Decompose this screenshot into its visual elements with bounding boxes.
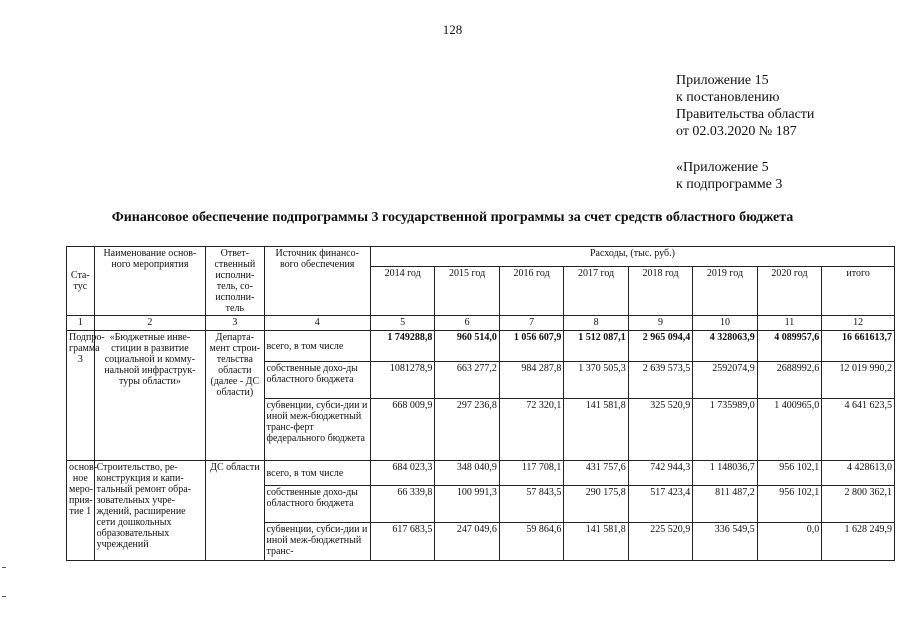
- header-responsible: Ответ-ственный исполни-тель, со-исполни-тель: [206, 247, 264, 316]
- source-cell: всего, в том числе: [264, 461, 370, 486]
- value-cell: 297 236,8: [435, 399, 499, 461]
- annex-line: Приложение 15: [676, 73, 769, 88]
- value-cell: 117 708,1: [499, 461, 563, 486]
- margin-mark: [2, 567, 6, 568]
- value-cell: 2688992,6: [757, 362, 821, 399]
- value-cell: 811 487,2: [693, 486, 757, 523]
- value-cell: 1 056 607,9: [499, 331, 563, 362]
- value-cell: 2592074,9: [693, 362, 757, 399]
- index-cell: 3: [206, 316, 264, 331]
- index-row: [67, 316, 895, 331]
- activity-cell: «Бюджетные инве-стиции в развитие социальной и комму-нальной инфраструк-туры области»: [94, 331, 206, 461]
- annex-line: к подпрограмме 3: [676, 177, 783, 192]
- activity-cell: Строительство, ре-конструкция и капи-тальный ремонт обра-зовательных учре-ждений, расширение сети дошкольных образовательных учреждений: [94, 461, 206, 561]
- responsible-cell: Департа-мент строи-тельства области (далее - ДС области): [206, 331, 264, 461]
- header-row: [67, 247, 895, 267]
- index-cell: 7: [499, 316, 563, 331]
- index-cell: 10: [693, 316, 757, 331]
- value-cell: 617 683,5: [370, 523, 434, 561]
- value-cell: 431 757,6: [564, 461, 628, 486]
- value-cell: 956 102,1: [757, 461, 821, 486]
- index-cell: 5: [370, 316, 434, 331]
- value-cell: 1 400965,0: [757, 399, 821, 461]
- value-cell: 336 549,5: [693, 523, 757, 561]
- value-cell: 2 965 094,4: [628, 331, 692, 362]
- value-cell: 57 843,5: [499, 486, 563, 523]
- index-cell: 4: [264, 316, 370, 331]
- value-cell: 984 287,8: [499, 362, 563, 399]
- value-cell: 100 991,3: [435, 486, 499, 523]
- value-cell: 1 628 249,9: [822, 523, 895, 561]
- value-cell: 956 102,1: [757, 486, 821, 523]
- value-cell: 1 370 505,3: [564, 362, 628, 399]
- value-cell: 663 277,2: [435, 362, 499, 399]
- value-cell: 742 944,3: [628, 461, 692, 486]
- header-year: 2016 год: [499, 267, 563, 316]
- index-cell: 9: [628, 316, 692, 331]
- index-cell: 11: [757, 316, 821, 331]
- index-cell: 6: [435, 316, 499, 331]
- status-cell: основ-ное меро-прия-тие 1: [67, 461, 95, 561]
- value-cell: 1081278,9: [370, 362, 434, 399]
- source-cell: собственные дохо-ды областного бюджета: [264, 362, 370, 399]
- value-cell: 72 320,1: [499, 399, 563, 461]
- value-cell: 66 339,8: [370, 486, 434, 523]
- annex-line: от 02.03.2020 № 187: [676, 124, 797, 139]
- value-cell: 12 019 990,2: [822, 362, 895, 399]
- header-year: 2017 год: [564, 267, 628, 316]
- value-cell: 517 423,4: [628, 486, 692, 523]
- margin-mark: [2, 596, 6, 597]
- value-cell: 4 428613,0: [822, 461, 895, 486]
- index-cell: 1: [67, 316, 95, 331]
- header-year: 2014 год: [370, 267, 434, 316]
- table-row: [67, 331, 895, 362]
- header-year: 2020 год: [757, 267, 821, 316]
- source-cell: субвенции, субси-дии и иной меж-бюджетный транс-: [264, 523, 370, 561]
- value-cell: 1 749288,8: [370, 331, 434, 362]
- index-cell: 2: [94, 316, 206, 331]
- header-year: 2015 год: [435, 267, 499, 316]
- value-cell: 2 639 573,5: [628, 362, 692, 399]
- value-cell: 290 175,8: [564, 486, 628, 523]
- value-cell: 1 512 087,1: [564, 331, 628, 362]
- annex-line: «Приложение 5: [676, 160, 769, 175]
- header-year: 2019 год: [693, 267, 757, 316]
- index-cell: 12: [822, 316, 895, 331]
- status-cell: Подпро-грамма 3: [67, 331, 95, 461]
- annex-line: к постановлению: [676, 90, 780, 105]
- index-cell: 8: [564, 316, 628, 331]
- annex-line: Правительства области: [676, 107, 815, 122]
- header-source: Источник финансо-вого обеспечения: [264, 247, 370, 316]
- source-cell: субвенции, субси-дии и иной меж-бюджетный транс-ферт федерального бюджета: [264, 399, 370, 461]
- value-cell: 960 514,0: [435, 331, 499, 362]
- value-cell: 247 049,6: [435, 523, 499, 561]
- value-cell: 4 089957,6: [757, 331, 821, 362]
- value-cell: 4 328063,9: [693, 331, 757, 362]
- header-expenses: Расходы, (тыс. руб.): [370, 247, 894, 267]
- value-cell: 16 661613,7: [822, 331, 895, 362]
- header-total: итого: [822, 267, 895, 316]
- value-cell: 141 581,8: [564, 399, 628, 461]
- value-cell: 225 520,9: [628, 523, 692, 561]
- annex-block: [676, 72, 814, 193]
- value-cell: 668 009,9: [370, 399, 434, 461]
- source-cell: всего, в том числе: [264, 331, 370, 362]
- table-row: [67, 461, 895, 486]
- document-title: Финансовое обеспечение подпрограммы 3 государственной программы за счет средств областного бюджета: [111, 210, 794, 225]
- value-cell: 348 040,9: [435, 461, 499, 486]
- page-number: 128: [442, 22, 463, 37]
- value-cell: 1 148036,7: [693, 461, 757, 486]
- value-cell: 59 864,6: [499, 523, 563, 561]
- header-activity: Наименование основ-ного мероприятия: [94, 247, 206, 316]
- value-cell: 684 023,3: [370, 461, 434, 486]
- header-status: Ста-тус: [67, 247, 95, 316]
- value-cell: 141 581,8: [564, 523, 628, 561]
- value-cell: 2 800 362,1: [822, 486, 895, 523]
- finance-table: [66, 246, 895, 561]
- value-cell: 4 641 623,5: [822, 399, 895, 461]
- value-cell: 1 735989,0: [693, 399, 757, 461]
- source-cell: собственные дохо-ды областного бюджета: [264, 486, 370, 523]
- header-year: 2018 год: [628, 267, 692, 316]
- responsible-cell: ДС области: [206, 461, 264, 561]
- value-cell: 0,0: [757, 523, 821, 561]
- value-cell: 325 520,9: [628, 399, 692, 461]
